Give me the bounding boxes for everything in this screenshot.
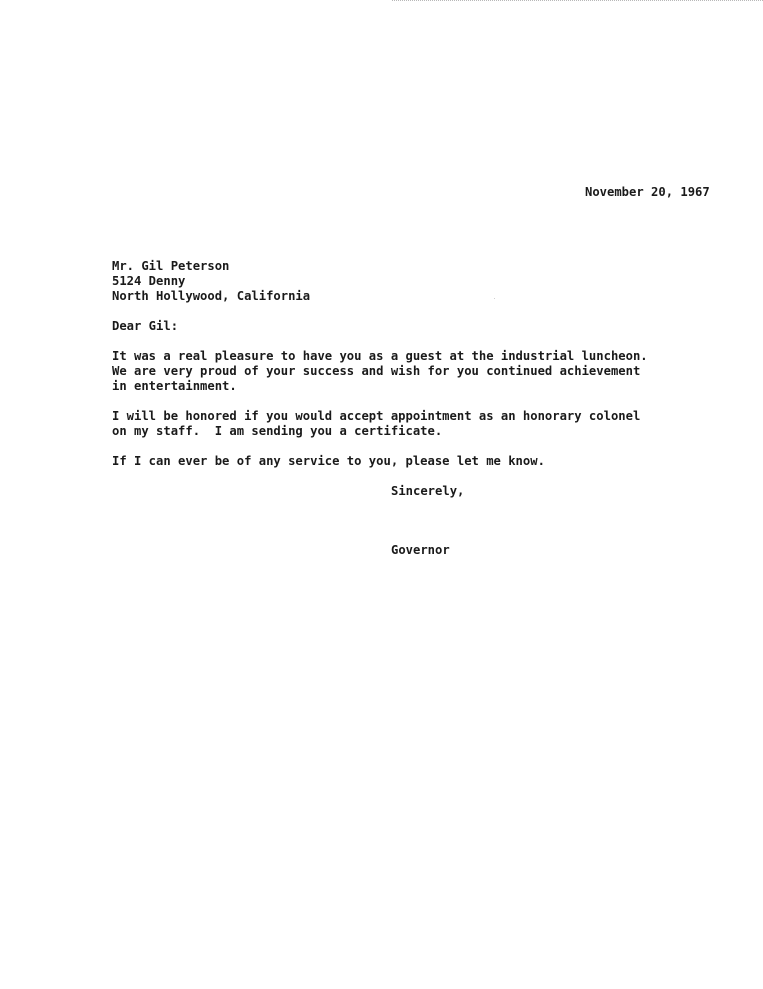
closing: Sincerely, [391,484,465,498]
recipient-name: Mr. Gil Peterson [112,259,230,273]
page-top-edge [392,0,763,1]
recipient-city: North Hollywood, California [112,289,311,303]
signature-title: Governor [391,543,450,557]
paragraph-1-line-1: It was a real pleasure to have you as a guest at the industrial luncheon. [112,349,648,363]
paragraph-2-line-1: I will be honored if you would accept appointment as an honorary colonel [112,409,641,423]
salutation: Dear Gil: [112,319,179,333]
letter-date: November 20, 1967 [585,185,710,199]
paragraph-3-line-1: If I can ever be of any service to you, please let me know. [112,454,545,468]
paragraph-1-line-2: We are very proud of your success and wish for you continued achievement [112,364,641,378]
paragraph-2-line-2: on my staff. I am sending you a certificate. [112,424,443,438]
paper-speck [494,298,495,299]
recipient-street: 5124 Denny [112,274,186,288]
paragraph-1-line-3: in entertainment. [112,379,237,393]
